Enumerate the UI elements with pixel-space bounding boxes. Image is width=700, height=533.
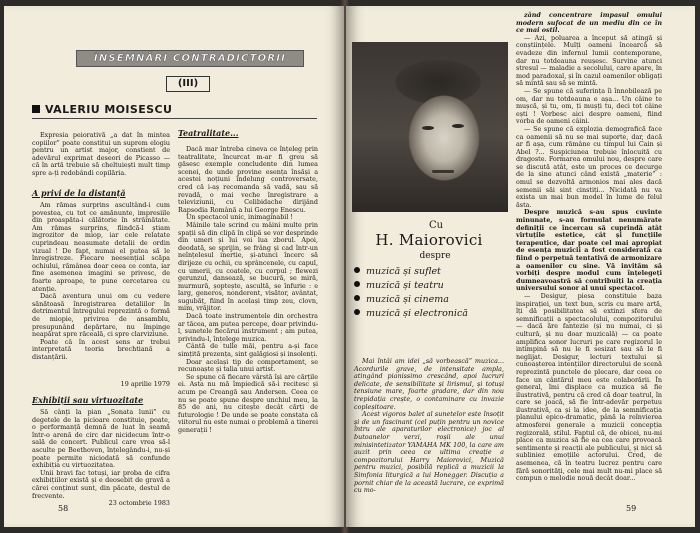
feature-name: H. Maiorovici: [375, 231, 483, 249]
portrait-eye: [422, 126, 434, 130]
section-heading: Teatralitate...: [178, 128, 239, 138]
portrait-eye: [452, 124, 464, 128]
paragraph: — Se spune că suferința îi înnobilează pe om, dar nu totdeauna e așa... Un câine te mușcă, și tu, om, ți mușți tu, deci tot câine ești ! Vorbesc aici despre oameni, fiind vorba de oameni câini.: [516, 86, 662, 126]
paragraph: Dacă aventura unui om cu vedere sănătoasă înregistrarea detaliilor în detrimentul întregului reprezintă o formă de miopie, privirea de ansamblu, presupunând depărtare, nu împinge neapărat spre răceală, ci spre clarviziune.: [32, 292, 170, 339]
interview-body: [516, 12, 662, 483]
paragraph: Dacă toate instrumentele din orchestra ar tăcea, am putea percepe, doar privindu-l, sunetele fiecărui instrument ; am putea, privindu-l, înțelege muzica.: [178, 312, 318, 343]
paragraph: Se spune că fiecare vârstă își are cărțile ei. Asta nu mă împiedică să-i recitesc și acum pe Creangă sau Andersen. Ceea ce nu se poate spune despre unchiul meu, la 85 de ani, nu citește decât cărți de futurologie ! De unde se poate constata că viitorul nu este numai o problemă a tinerei generații !: [178, 372, 318, 434]
paragraph: Doar același tip de comportament, se recunoaște și talia unui artist.: [178, 357, 318, 374]
paragraph: Poate că în acest sens ar trebui interpretată teoria brechtiană a distanțării.: [32, 337, 170, 361]
bullet-icon: [354, 309, 360, 315]
section-body: [178, 146, 318, 435]
paragraph: — Se spune că explozia demografică face ca oamenii să nu se mai suporte, dar, dacă ar fi așa, cum rămâne cu timpul lui Cain și Abel ?... Suspiciunea trebuie înlocuită cu dragoste. Formarea omului nou, despre care se discută atât, este un proces ce decurge de la sine atunci când există „materie” : omul se dezvoltă armonios mai ales dacă semenii săi sint cinstiți... Nicidată nu va exista un mai bun model în lume de felul ăsta.: [516, 124, 662, 209]
intro-text: [32, 132, 170, 178]
topic-label: muzică și teatru: [366, 280, 444, 291]
bullet-icon: [354, 267, 360, 273]
section-date: 19 aprilie 1979: [120, 380, 170, 388]
portrait-photo: [352, 42, 508, 212]
paragraph: — Azi, poluarea a început să atingă și conștiințele. Mulți oameni încearcă să evadeze din infernul lumii contemporane, dar nu totdeauna reușesc. Survine atunci stresul — maladie a secolului, care apare, în mod paradoxal, și în cazul oamenilor obligați să mintă sau să se mintă.: [516, 33, 662, 88]
topic-item: [354, 293, 494, 307]
paragraph: zând concentrare impasul omului modern sufocat de un mediu din ce în ce mai ostil.: [516, 11, 662, 35]
section-banner: [76, 50, 304, 67]
topic-list: [354, 265, 494, 321]
paragraph: Am rămas surprins ascultând-i cum povestea, cu tot ce amănunte, impresiile din proaspăta-i călătorie în străinătate. Am rămas surprins, fiindcă-l știam ingrozitor de miop, iar cele relatate cuprindeau neasumate detalii de ordin vizual ! De fapt, numai el putea să le înregistreze. Fiecare neesențial scăpa ochiului, rămânea doar ceea ce conta, iar fine asemenea imagini se privesc, de foarte aproape, te pune cercetarea cu atenție.: [32, 201, 170, 293]
paragraph: Dacă mar întreba cineva ce înțeleg prin teatralitate, încurcat m-ar fi greu să găsesc exemple concludente din lumea scenei, de unde provine esența însăși a acestei noțiuni îndelung controversate, cred că i-aș recomanda să vadă, sau să revadă, o mai veche înregistrare a televiziunii, cu Celibidache dirijând Rapsodia Română a lui George Enescu.: [178, 145, 318, 214]
topic-item: [354, 279, 494, 293]
author-line: [32, 103, 172, 116]
square-bullet-icon: [32, 105, 40, 113]
question-paragraph: Despre muzică s-au spus cuvinte minunate, s-au formulat nenumărate definiții ce încercau să cuprindă atât virtuțile estetice, cât și funcțiile terapeutice, dar poate cel mai apropiat de esența muzicii a fost considerată ca fiind o perpetuă tentativă de armonizare a oamenilor cu sine. Vă invităm să vorbiți despre modul cum înțelegeți dumneavoastră să contribuiți la creația universului sonor al unui spectacol.: [516, 208, 662, 293]
paragraph: Unii bravi fac totuși, iar proba de cifra exhibițiilor există și e deosebit de gravă a cărei conținut sunt, din păcate, destul de frecvente.: [32, 468, 170, 500]
feature-cu: Cu: [428, 220, 444, 231]
right-page: [346, 6, 695, 527]
paragraph: — Desigur, piesa constituie baza inspirației, un text bun, scris cu mare artă, îți dă posibilitatea să extinzi sfera de semnificații a spectacolului, compozitorului — dacă ăre fantezie (și nu numai, ci și cultură, și nu doar muzicală) — ca poate amplifica sonor lucruri pe care regizorul le intimpină să nu le fi sesizat sau să le fi neglijat. Desigur, lecturi textului și cunoașterea intențiilor directorului de scenă reprezintă punctele de plecare, dar ceea ce face un cântărul meu este colaborării. În general, îmi displace ca muzica să fie ilustrativă, pentru că cred că doar teatrul, în care se joacă, să fie într-adevăr perpetuu ilustrativă, ca și la idee, de la semnificația planului epico-dramatic, până la reînvierea atmosferei generale a muzicii concepția regizorală, stilul. Faptul că, de obicei, nu-mi place ca muzica să fie ea cea care provoacă sentimente și reacții ale publicului, și nici să subliniez emoțiile actorului. Cred, de asemenea, că în teatru lucrez pentru care fără sonorități, cele mai mult nu-mi place să compun o melodie nouă decât doar...: [516, 291, 662, 483]
section-body: [32, 409, 170, 500]
page-number: 58: [58, 504, 69, 513]
paragraph: Mâinile tale scrind cu mâini multe prin spații să din clipă în clipă se vor desprinde din umeri și lui voi lua zborul. Apoi, deodată, se sprijin, se frâng și cad într-un neînțelesul inertie, și-atunci încerc să dirijeze cu ochii, cu sprâncenele, cu capul, cu umerii, cu coatele, cu corpul ; flewezi gerunzul, dansează, se bucură, se miră, murmură, șoptește, ascultă, se înfurie : e larg, generos, nonderent, visător, avântat, sugubăț, fiind în același timp zeu, clovn, mim, vrăjitor.: [178, 220, 318, 313]
section-heading: A privi de la distanță: [32, 188, 126, 198]
paragraph: Mai întâi am idei „să vorbească” muzica... Acordurile grave, de intensitate ampla, atingând pianissimo crescând, apoi lucruri delicate, de sensibilitate și lirismul, și totuși tensiune mare, foarte gradare, dar din nou trepidația crește, o contaminare cu invazie copleșitoare.: [354, 357, 504, 411]
paragraph: Un spectacol unic, inimaginabil !: [186, 213, 293, 222]
topic-label: muzică și cinema: [366, 294, 449, 305]
feature-despre: despre: [419, 251, 451, 261]
topic-item: [354, 265, 494, 279]
topic-label: muzică și suflet: [366, 266, 441, 277]
part-number: (III): [166, 76, 210, 92]
section-banner-title: ÎNSEMNĂRI CONTRADICTORII: [93, 53, 287, 64]
section-body: [32, 202, 170, 361]
bullet-icon: [354, 295, 360, 301]
feature-title: [354, 220, 494, 321]
intro-paragraph: Expresia peiorativă „a dat în mintea copiilor” poate constitui un suprem elogiu pentru un artist major, constient de adevărul exprimat deseori de Picasso — că în artă trebuie să cheltuiești mult timp spre a-ți redobândi copilăria.: [32, 131, 170, 177]
page-number: 59: [626, 504, 637, 513]
bullet-icon: [354, 281, 360, 287]
paragraph: Să cânți la pian „Sonata lunii” cu degetele de la picioare constituie, poate, o performanță demnă de luat în seamă într-o arenă de circ dar nicidecum într-o sală de concert. Publicul care vrea să-l asculte pe Beethoven, înțelegându-i, nu-și poate permite niciodată să confunde exhibiția cu virtuozitatea.: [32, 408, 170, 470]
section-heading: Exhibiții sau virtuozitate: [32, 395, 144, 405]
author-name: VALERIU MOISESCU: [45, 103, 173, 116]
topic-item: [354, 307, 494, 321]
topic-label: muzică și electronică: [366, 308, 468, 319]
interview-intro: [354, 358, 504, 495]
title-rule: [32, 118, 317, 119]
portrait-mouth: [432, 170, 454, 173]
paragraph: Cântă de tulle măi, pentru a-și face simțită prezența, sint galăgiosi și insolenți.: [178, 342, 318, 359]
left-page: [4, 6, 344, 527]
section-date: 23 octombrie 1983: [108, 499, 170, 507]
paragraph: Acest vigoros balet al sunetelor este însoțit și de un fascinant (cel puțin pentru un novice întru ale aparaturilor electronice) joc al butoanelor verzi, roșii ale unui minisintetizator YAMAHA MK 100, la care am auzit prin ceea ce ultima creație a compozitorului Harry Maiorovici, Muzică pentru muzici, posibilă replică a muzicii la Simfonia liturgică a lui Honegger. Discuția a pornit chiar de la această lucrare, ce exprimă cu mo-: [354, 410, 504, 495]
